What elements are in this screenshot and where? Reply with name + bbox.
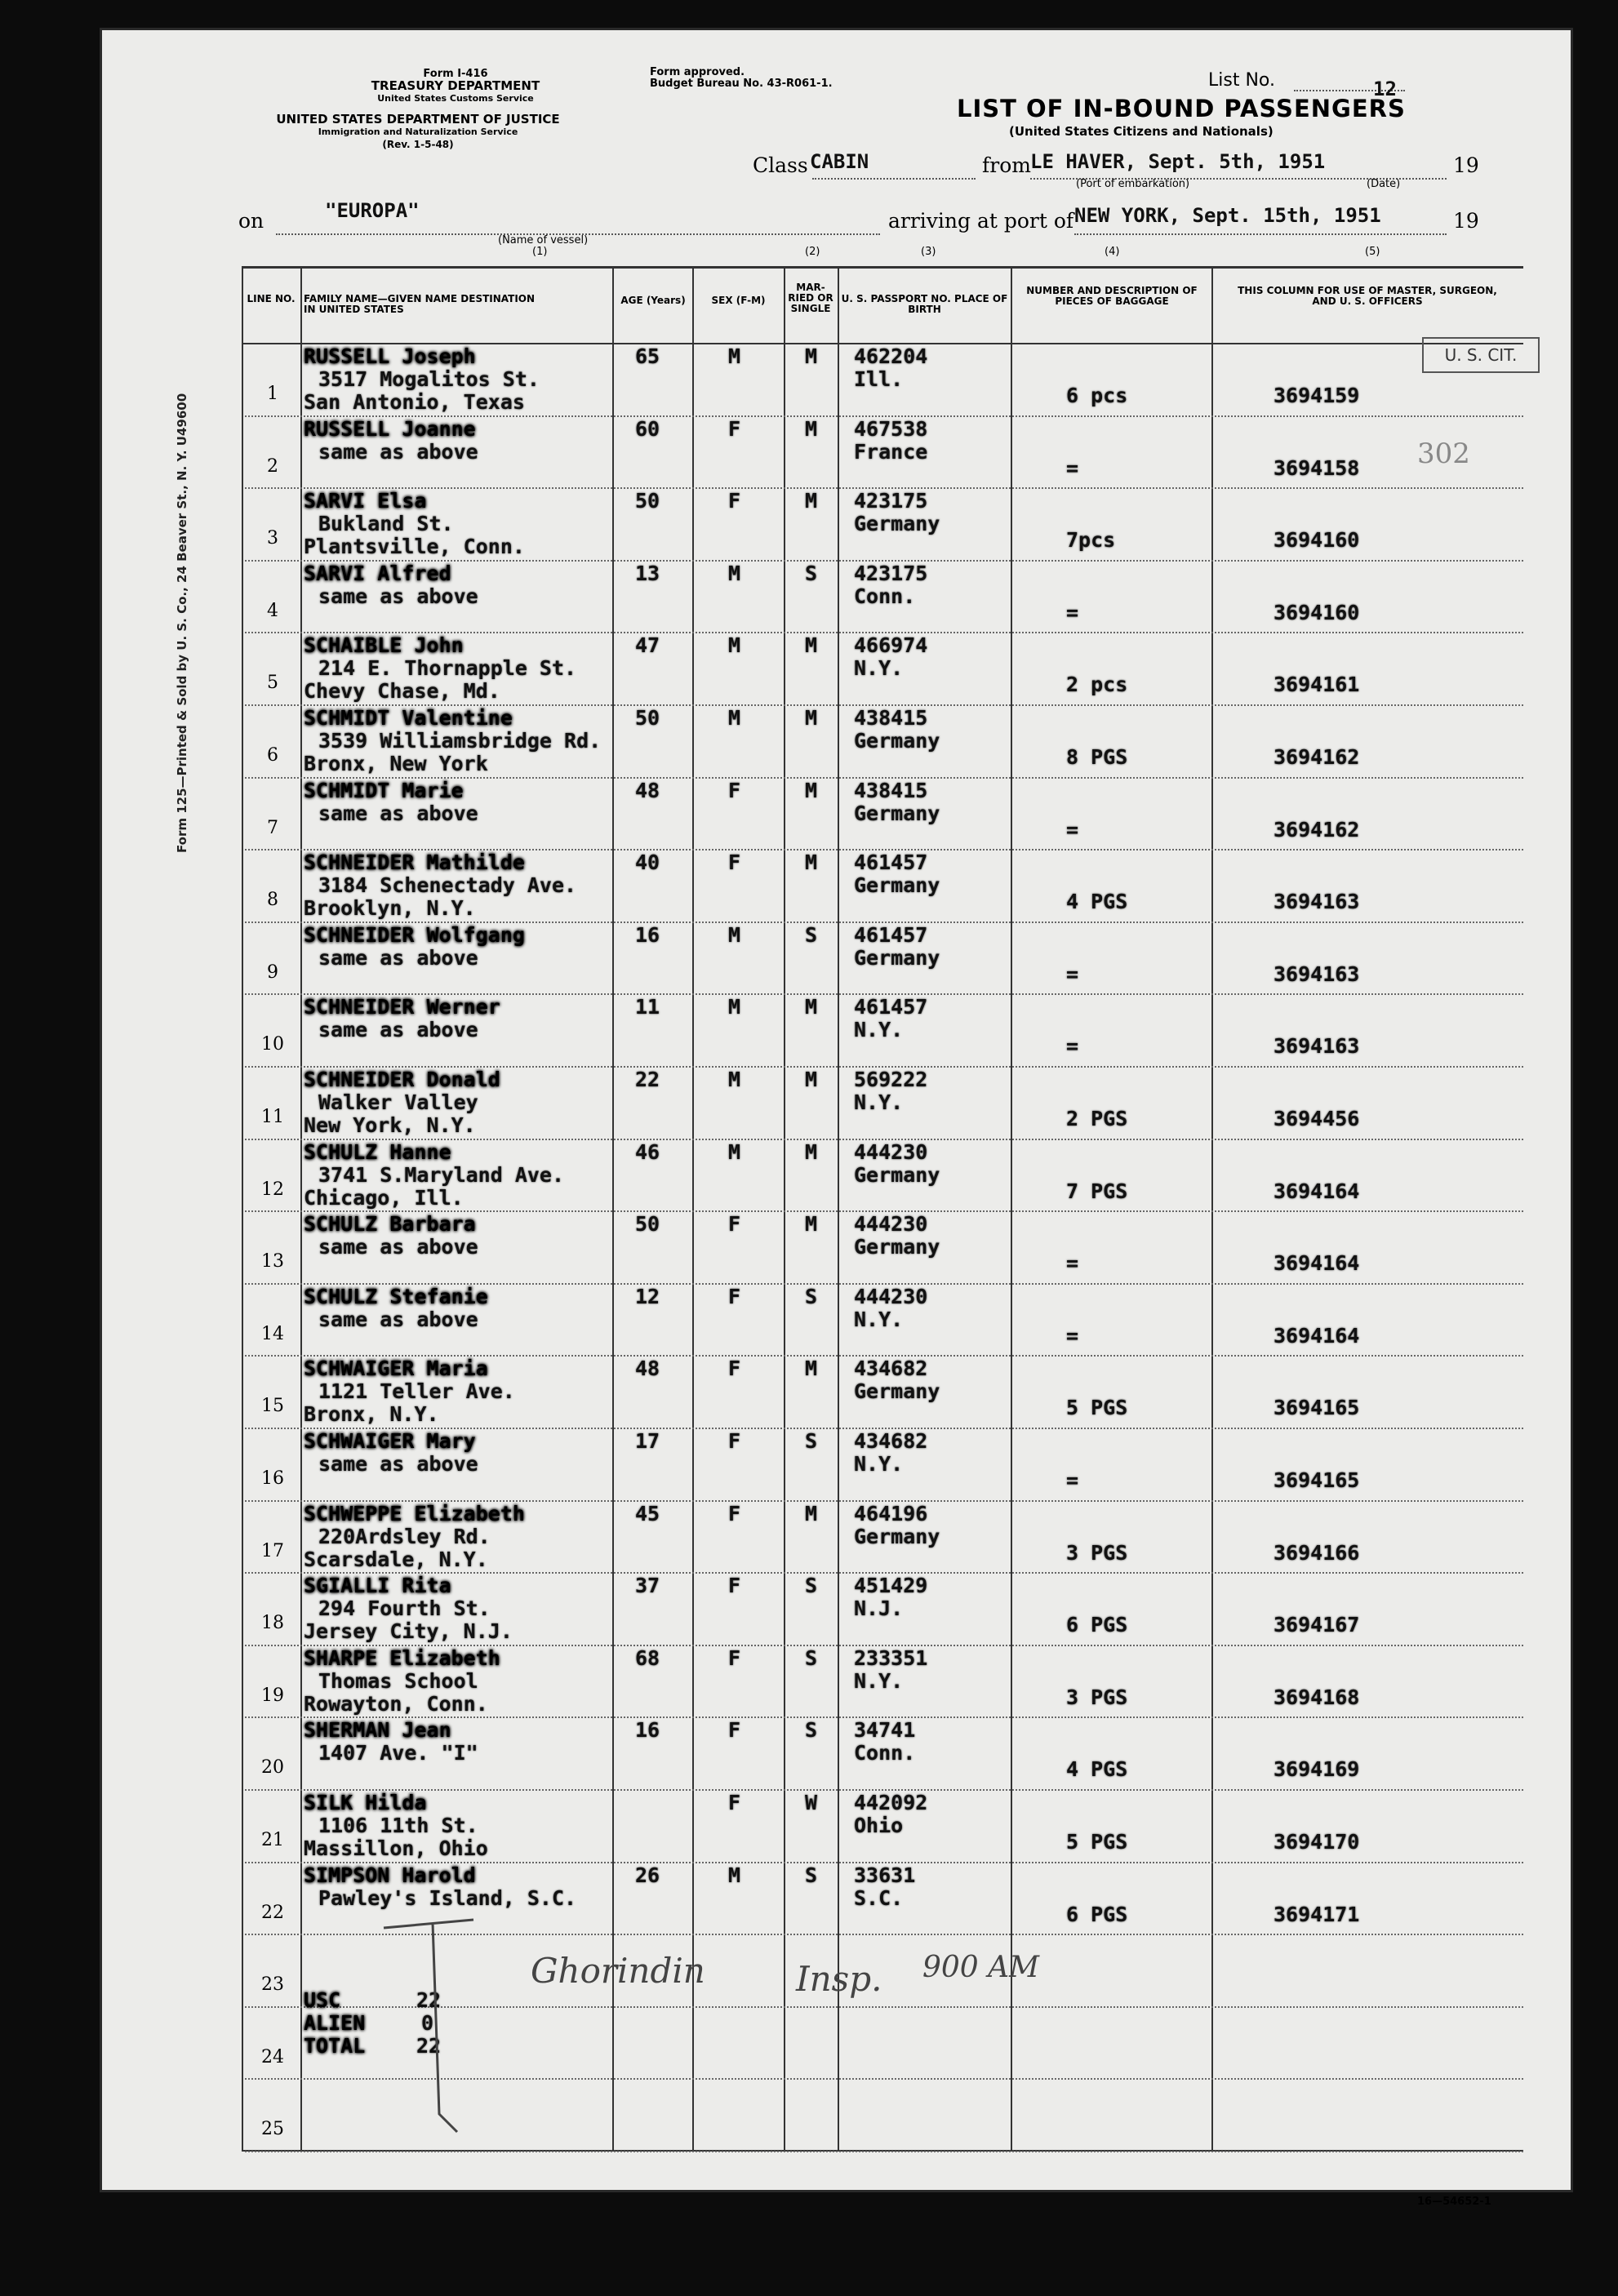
officer-number: 3694162 xyxy=(1274,745,1360,769)
passport-number: 467538 xyxy=(854,416,928,441)
place-of-birth: Germany xyxy=(854,512,940,536)
passport-number: 569222 xyxy=(854,1068,928,1091)
passport-number: 466974 xyxy=(854,633,928,658)
passenger-name: SARVI Alfred xyxy=(304,561,451,585)
place-of-birth: Germany xyxy=(854,801,940,825)
line-number: 7 xyxy=(267,817,278,838)
place-of-birth: N.J. xyxy=(854,1597,904,1621)
passenger-name: SCHWAIGER Maria xyxy=(304,1357,488,1381)
passenger-sex: F xyxy=(728,850,741,875)
passenger-name: SARVI Elsa xyxy=(304,489,427,513)
revision: (Rev. 1-5-48) xyxy=(382,139,454,150)
passenger-address: same as above xyxy=(318,1307,478,1331)
passport-number: 462204 xyxy=(854,344,928,368)
line-number: 3 xyxy=(267,528,278,549)
passenger-name: SCHNEIDER Wolfgang xyxy=(304,922,525,947)
passenger-marital: M xyxy=(805,489,818,513)
line-number: 24 xyxy=(261,2046,284,2067)
passenger-address-city: Chicago, Ill. xyxy=(304,1185,464,1210)
col-rule xyxy=(300,266,302,2152)
baggage-count: 3 PGS xyxy=(1066,1685,1128,1709)
passenger-age: 13 xyxy=(635,561,660,585)
passenger-address: 220Ardsley Rd. xyxy=(318,1524,491,1548)
passenger-age: 65 xyxy=(635,344,660,368)
passenger-sex: F xyxy=(728,1574,741,1598)
year-label-2: 19 xyxy=(1453,209,1479,233)
passenger-marital: M xyxy=(805,633,818,658)
usc-count: 22 xyxy=(416,1988,442,2012)
passenger-name: SCHMIDT Marie xyxy=(304,778,464,802)
passport-number: 442092 xyxy=(854,1791,928,1814)
baggage-count: 2 PGS xyxy=(1066,1107,1128,1130)
col-num-1: (1) xyxy=(532,246,548,258)
officer-number: 3694168 xyxy=(1274,1685,1360,1709)
officer-number: 3694163 xyxy=(1274,961,1360,986)
inspector-signature: Ghorindin xyxy=(531,1951,705,1991)
col-num-3: (3) xyxy=(921,246,936,258)
passenger-name: SCHNEIDER Mathilde xyxy=(304,850,525,875)
passport-number: 434682 xyxy=(854,1429,928,1453)
alien-count: 0 xyxy=(421,2011,434,2035)
line-number: 1 xyxy=(267,384,278,404)
passenger-name: SIMPSON Harold xyxy=(304,1863,476,1887)
passenger-age: 48 xyxy=(635,778,660,802)
line-number: 12 xyxy=(261,1179,284,1200)
passport-number: 423175 xyxy=(854,489,928,513)
passenger-address-city: Plantsville, Conn. xyxy=(304,535,525,559)
passenger-age: 16 xyxy=(635,922,660,947)
passenger-marital: S xyxy=(805,1284,818,1308)
line-number: 16 xyxy=(261,1468,284,1489)
baggage-count: 3 PGS xyxy=(1066,1540,1128,1565)
baggage-count: 7pcs xyxy=(1066,528,1116,553)
passenger-address-city: Bronx, N.Y. xyxy=(304,1402,439,1427)
baggage-count: 4 PGS xyxy=(1066,1757,1128,1782)
place-of-birth: N.Y. xyxy=(854,656,904,681)
baggage-count: = xyxy=(1066,600,1079,624)
passenger-address: Pawley's Island, S.C. xyxy=(318,1885,577,1910)
passenger-age: 46 xyxy=(635,1139,660,1164)
place-of-birth: Conn. xyxy=(854,584,916,608)
alien-label: ALIEN xyxy=(304,2011,366,2035)
arriving-line xyxy=(1074,233,1447,235)
passenger-sex: F xyxy=(728,416,741,441)
passenger-marital: M xyxy=(805,1501,818,1525)
passport-number: 33631 xyxy=(854,1863,916,1887)
vessel-caption: (Name of vessel) xyxy=(498,234,589,246)
passenger-marital: M xyxy=(805,344,818,368)
passenger-sex: F xyxy=(728,1791,741,1814)
table-left-rule xyxy=(242,266,243,2152)
passenger-age: 48 xyxy=(635,1357,660,1381)
passenger-age: 40 xyxy=(635,850,660,875)
vessel-value: "EUROPA" xyxy=(325,199,420,222)
place-of-birth: Germany xyxy=(854,1162,940,1187)
manifest-subtitle: (United States Citizens and Nationals) xyxy=(1009,124,1274,139)
place-of-birth: N.Y. xyxy=(854,1018,904,1042)
col-header-sex: SEX (F-M) xyxy=(711,295,766,306)
passenger-marital: M xyxy=(805,1068,818,1091)
passenger-name: SCHNEIDER Donald xyxy=(304,1068,500,1091)
total-count: 22 xyxy=(416,2034,442,2058)
passenger-marital: M xyxy=(805,778,818,802)
passenger-age: 68 xyxy=(635,1645,660,1670)
ins-service: Immigration and Naturalization Service xyxy=(318,127,518,137)
officer-number: 3694160 xyxy=(1274,600,1360,624)
passenger-age: 16 xyxy=(635,1718,660,1743)
baggage-count: 5 PGS xyxy=(1066,1396,1128,1420)
passenger-sex: M xyxy=(728,561,741,585)
passenger-address-city: Scarsdale, N.Y. xyxy=(304,1547,488,1571)
baggage-count: = xyxy=(1066,1251,1079,1276)
passenger-address: same as above xyxy=(318,439,478,464)
passenger-address: 3517 Mogalitos St. xyxy=(318,367,540,391)
passenger-address: same as above xyxy=(318,801,478,825)
passenger-age: 50 xyxy=(635,1212,660,1237)
officer-number: 3694159 xyxy=(1274,384,1360,407)
line-number: 11 xyxy=(261,1107,284,1127)
passenger-address-city: Massillon, Ohio xyxy=(304,1836,488,1860)
us-citizen-stamp: U. S. CIT. xyxy=(1422,337,1540,373)
passenger-name: SCHULZ Stefanie xyxy=(304,1284,488,1308)
passenger-name: SCHULZ Barbara xyxy=(304,1212,476,1237)
passenger-address-city: Bronx, New York xyxy=(304,752,488,775)
baggage-count: 8 PGS xyxy=(1066,745,1128,769)
list-no-value: 12 xyxy=(1373,78,1397,100)
passenger-marital: S xyxy=(805,1863,818,1887)
date-caption: (Date) xyxy=(1367,178,1401,190)
budget-bureau: Budget Bureau No. 43-R061-1. xyxy=(650,78,833,90)
passenger-age: 12 xyxy=(635,1284,660,1308)
arrival-port-value: NEW YORK, Sept. 15th, 1951 xyxy=(1074,204,1381,227)
passenger-age: 50 xyxy=(635,706,660,730)
passenger-address: 214 E. Thornapple St. xyxy=(318,656,577,681)
baggage-count: = xyxy=(1066,455,1079,480)
col-header-baggage: NUMBER AND DESCRIPTION OF PIECES OF BAGGAGE xyxy=(1026,285,1198,307)
passenger-marital: S xyxy=(805,922,818,947)
officer-number: 3694163 xyxy=(1274,890,1360,914)
passenger-age: 50 xyxy=(635,489,660,513)
passenger-address: 294 Fourth St. xyxy=(318,1597,491,1621)
inspection-time: 900 AM xyxy=(922,1951,1040,1984)
line-number: 20 xyxy=(261,1757,284,1779)
officer-number: 3694163 xyxy=(1274,1034,1360,1059)
officer-number: 3694171 xyxy=(1274,1902,1360,1926)
passenger-marital: M xyxy=(805,416,818,441)
line-number: 2 xyxy=(267,455,278,477)
col-header-age: AGE (Years) xyxy=(620,295,686,306)
col-header-name: FAMILY NAME—GIVEN NAME DESTINATION IN UNITED STATES xyxy=(304,293,536,315)
passenger-address: 3539 Williamsbridge Rd. xyxy=(318,729,602,753)
baggage-count: = xyxy=(1066,1468,1079,1492)
passenger-sex: F xyxy=(728,1357,741,1381)
passport-number: 34741 xyxy=(854,1718,916,1743)
treasury-dept: TREASURY DEPARTMENT xyxy=(371,78,540,93)
passenger-address: Thomas School xyxy=(318,1668,478,1693)
passenger-marital: M xyxy=(805,1212,818,1237)
baggage-count: = xyxy=(1066,1034,1079,1059)
line-number: 13 xyxy=(261,1251,284,1272)
passenger-address: 1121 Teller Ave. xyxy=(318,1379,515,1404)
passenger-sex: F xyxy=(728,778,741,802)
col-rule xyxy=(692,266,694,2152)
passenger-name: SGIALLI Rita xyxy=(304,1574,451,1598)
baggage-count: 6 PGS xyxy=(1066,1902,1128,1926)
form-number: Form I-416 xyxy=(423,68,488,80)
line-number: 17 xyxy=(261,1540,284,1561)
passenger-sex: M xyxy=(728,922,741,947)
baggage-count: 6 PGS xyxy=(1066,1613,1128,1637)
passenger-age: 60 xyxy=(635,416,660,441)
passenger-name: SCHNEIDER Werner xyxy=(304,995,500,1019)
row-rule xyxy=(245,2151,1523,2152)
col-num-2: (2) xyxy=(805,246,820,258)
passenger-marital: S xyxy=(805,1645,818,1670)
passenger-address: same as above xyxy=(318,584,478,608)
passenger-address: 3741 S.Maryland Ave. xyxy=(318,1162,565,1187)
form-approved: Form approved. xyxy=(650,66,745,78)
officer-number: 3694169 xyxy=(1274,1757,1360,1782)
line-number: 10 xyxy=(261,1034,284,1055)
line-number: 8 xyxy=(267,890,278,911)
line-number: 19 xyxy=(261,1685,284,1706)
passenger-name: SCHAIBLE John xyxy=(304,633,464,658)
place-of-birth: Germany xyxy=(854,1235,940,1259)
passenger-name: SCHWEPPE Elizabeth xyxy=(304,1501,525,1525)
line-number: 18 xyxy=(261,1613,284,1634)
inspector-abbrev: Insp. xyxy=(796,1959,882,1999)
class-value: CABIN xyxy=(810,150,869,173)
baggage-count: 6 pcs xyxy=(1066,384,1128,407)
passenger-address: Bukland St. xyxy=(318,512,454,536)
passenger-age: 26 xyxy=(635,1863,660,1887)
passenger-name: SHERMAN Jean xyxy=(304,1718,451,1743)
form-print-code: 16—54652-1 xyxy=(1417,2196,1491,2208)
place-of-birth: N.Y. xyxy=(854,1452,904,1476)
passport-number: 464196 xyxy=(854,1501,928,1525)
officer-number: 3694161 xyxy=(1274,673,1360,697)
passenger-sex: F xyxy=(728,1429,741,1453)
stamp-number: 302 xyxy=(1417,437,1470,470)
passenger-address-city: New York, N.Y. xyxy=(304,1113,476,1137)
passenger-address: same as above xyxy=(318,1452,478,1476)
passenger-name: RUSSELL Joseph xyxy=(304,344,476,368)
passenger-age: 22 xyxy=(635,1068,660,1091)
col-header-officers: THIS COLUMN FOR USE OF MASTER, SURGEON, AND U. S. OFFICERS xyxy=(1238,285,1497,307)
line-number: 6 xyxy=(267,745,278,766)
passenger-sex: M xyxy=(728,706,741,730)
place-of-birth: N.Y. xyxy=(854,1307,904,1331)
line-number: 9 xyxy=(267,961,278,983)
place-of-birth: Ohio xyxy=(854,1814,904,1837)
place-of-birth: Germany xyxy=(854,1524,940,1548)
justice-dept: UNITED STATES DEPARTMENT OF JUSTICE xyxy=(276,112,560,127)
passport-number: 461457 xyxy=(854,850,928,875)
passenger-marital: W xyxy=(805,1791,818,1814)
passport-number: 233351 xyxy=(854,1645,928,1670)
passenger-marital: M xyxy=(805,706,818,730)
passenger-age: 17 xyxy=(635,1429,660,1453)
passenger-address: Walker Valley xyxy=(318,1090,478,1114)
passenger-sex: M xyxy=(728,1139,741,1164)
passenger-address: 3184 Schenectady Ave. xyxy=(318,873,577,898)
embark-port-value: LE HAVER, Sept. 5th, 1951 xyxy=(1030,150,1326,173)
port-caption: (Port of embarkation) xyxy=(1076,178,1190,190)
printer-imprint: Form 125—Printed & Sold by U. S. Co., 24 Beaver St., N. Y. U49600 xyxy=(175,393,189,853)
manifest-title: LIST OF IN-BOUND PASSENGERS xyxy=(957,95,1406,122)
passenger-age: 45 xyxy=(635,1501,660,1525)
officer-number: 3694170 xyxy=(1274,1830,1360,1854)
passport-number: 461457 xyxy=(854,922,928,947)
passenger-sex: M xyxy=(728,1863,741,1887)
officer-number: 3694162 xyxy=(1274,817,1360,842)
class-line xyxy=(812,178,976,180)
line-number: 22 xyxy=(261,1902,284,1923)
passenger-marital: S xyxy=(805,1574,818,1598)
from-label: from xyxy=(982,153,1031,177)
baggage-count: = xyxy=(1066,1323,1079,1348)
officer-number: 3694167 xyxy=(1274,1613,1360,1637)
baggage-count: 7 PGS xyxy=(1066,1179,1128,1203)
col-rule xyxy=(838,266,839,2152)
customs-service: United States Customs Service xyxy=(377,93,534,104)
on-label: on xyxy=(238,209,264,233)
passport-number: 444230 xyxy=(854,1212,928,1237)
line-number: 14 xyxy=(261,1323,284,1344)
table-top-rule xyxy=(242,266,1523,269)
passport-number: 434682 xyxy=(854,1357,928,1381)
arriving-label: arriving at port of xyxy=(888,209,1074,233)
place-of-birth: Germany xyxy=(854,873,940,898)
place-of-birth: France xyxy=(854,439,928,464)
passenger-marital: M xyxy=(805,1357,818,1381)
passenger-address-city: Chevy Chase, Md. xyxy=(304,679,500,704)
officer-number: 3694164 xyxy=(1274,1251,1360,1276)
passenger-age: 11 xyxy=(635,995,660,1019)
passenger-sex: M xyxy=(728,995,741,1019)
passport-number: 438415 xyxy=(854,778,928,802)
line-number: 25 xyxy=(261,2119,284,2140)
col-num-5: (5) xyxy=(1365,246,1380,258)
passport-number: 451429 xyxy=(854,1574,928,1598)
usc-label: USC xyxy=(304,1988,341,2012)
passenger-sex: M xyxy=(728,633,741,658)
passenger-marital: S xyxy=(805,1718,818,1743)
officer-number: 3694456 xyxy=(1274,1107,1360,1130)
total-label: TOTAL xyxy=(304,2034,366,2058)
class-label: Class xyxy=(753,153,808,177)
passenger-name: SILK Hilda xyxy=(304,1791,427,1814)
passenger-name: SHARPE Elizabeth xyxy=(304,1645,500,1670)
passenger-age: 47 xyxy=(635,633,660,658)
passenger-marital: M xyxy=(805,850,818,875)
baggage-count: = xyxy=(1066,961,1079,986)
passenger-name: SCHWAIGER Mary xyxy=(304,1429,476,1453)
year-label: 19 xyxy=(1453,153,1479,177)
passport-number: 444230 xyxy=(854,1284,928,1308)
passenger-name: SCHMIDT Valentine xyxy=(304,706,513,730)
passport-number: 423175 xyxy=(854,561,928,585)
line-number: 5 xyxy=(267,673,278,694)
line-number: 23 xyxy=(261,1974,284,1996)
col-rule xyxy=(612,266,614,2152)
passenger-name: RUSSELL Joanne xyxy=(304,416,476,441)
passenger-address: same as above xyxy=(318,1018,478,1042)
passenger-name: SCHULZ Hanne xyxy=(304,1139,451,1164)
passenger-marital: M xyxy=(805,995,818,1019)
passenger-sex: F xyxy=(728,1284,741,1308)
passenger-sex: M xyxy=(728,344,741,368)
place-of-birth: Germany xyxy=(854,1379,940,1404)
col-header-passport: U. S. PASSPORT NO. PLACE OF BIRTH xyxy=(841,293,1008,315)
passenger-address: 1407 Ave. "I" xyxy=(318,1741,478,1765)
passenger-address-city: Brooklyn, N.Y. xyxy=(304,896,476,921)
passenger-marital: M xyxy=(805,1139,818,1164)
place-of-birth: Germany xyxy=(854,945,940,970)
passenger-marital: S xyxy=(805,561,818,585)
baggage-count: 5 PGS xyxy=(1066,1830,1128,1854)
total-bracket-mark xyxy=(376,1918,490,2138)
passenger-sex: F xyxy=(728,1645,741,1670)
passport-number: 438415 xyxy=(854,706,928,730)
officer-number: 3694160 xyxy=(1274,528,1360,553)
passenger-address: 1106 11th St. xyxy=(318,1814,478,1837)
passenger-marital: S xyxy=(805,1429,818,1453)
passenger-sex: F xyxy=(728,1501,741,1525)
baggage-count: = xyxy=(1066,817,1079,842)
officer-number: 3694164 xyxy=(1274,1323,1360,1348)
officer-number: 3694166 xyxy=(1274,1540,1360,1565)
place-of-birth: N.Y. xyxy=(854,1090,904,1114)
place-of-birth: Ill. xyxy=(854,367,904,391)
line-number: 4 xyxy=(267,600,278,621)
passport-number: 461457 xyxy=(854,995,928,1019)
col-header-line-no: LINE NO. xyxy=(247,293,296,304)
officer-number: 3694158 xyxy=(1274,455,1360,480)
passenger-address-city: Rowayton, Conn. xyxy=(304,1691,488,1716)
passenger-address-city: San Antonio, Texas xyxy=(304,390,525,414)
officer-number: 3694164 xyxy=(1274,1179,1360,1203)
baggage-count: 4 PGS xyxy=(1066,890,1128,914)
col-rule xyxy=(1211,266,1213,2152)
officer-number: 3694165 xyxy=(1274,1468,1360,1492)
passenger-address: same as above xyxy=(318,945,478,970)
passenger-sex: F xyxy=(728,489,741,513)
passenger-address-city: Jersey City, N.J. xyxy=(304,1619,513,1644)
place-of-birth: N.Y. xyxy=(854,1668,904,1693)
list-no-label: List No. xyxy=(1208,70,1275,91)
passport-number: 444230 xyxy=(854,1139,928,1164)
place-of-birth: Germany xyxy=(854,729,940,753)
col-header-married: MAR- RIED OR SINGLE xyxy=(788,282,833,314)
passenger-sex: F xyxy=(728,1212,741,1237)
officer-number: 3694165 xyxy=(1274,1396,1360,1420)
passenger-sex: M xyxy=(728,1068,741,1091)
passenger-age: 37 xyxy=(635,1574,660,1598)
passenger-sex: F xyxy=(728,1718,741,1743)
col-num-4: (4) xyxy=(1105,246,1120,258)
place-of-birth: Conn. xyxy=(854,1741,916,1765)
place-of-birth: S.C. xyxy=(854,1885,904,1910)
passenger-address: same as above xyxy=(318,1235,478,1259)
baggage-count: 2 pcs xyxy=(1066,673,1128,697)
line-number: 21 xyxy=(261,1830,284,1850)
col-rule xyxy=(1011,266,1012,2152)
line-number: 15 xyxy=(261,1396,284,1417)
col-rule xyxy=(784,266,785,2152)
